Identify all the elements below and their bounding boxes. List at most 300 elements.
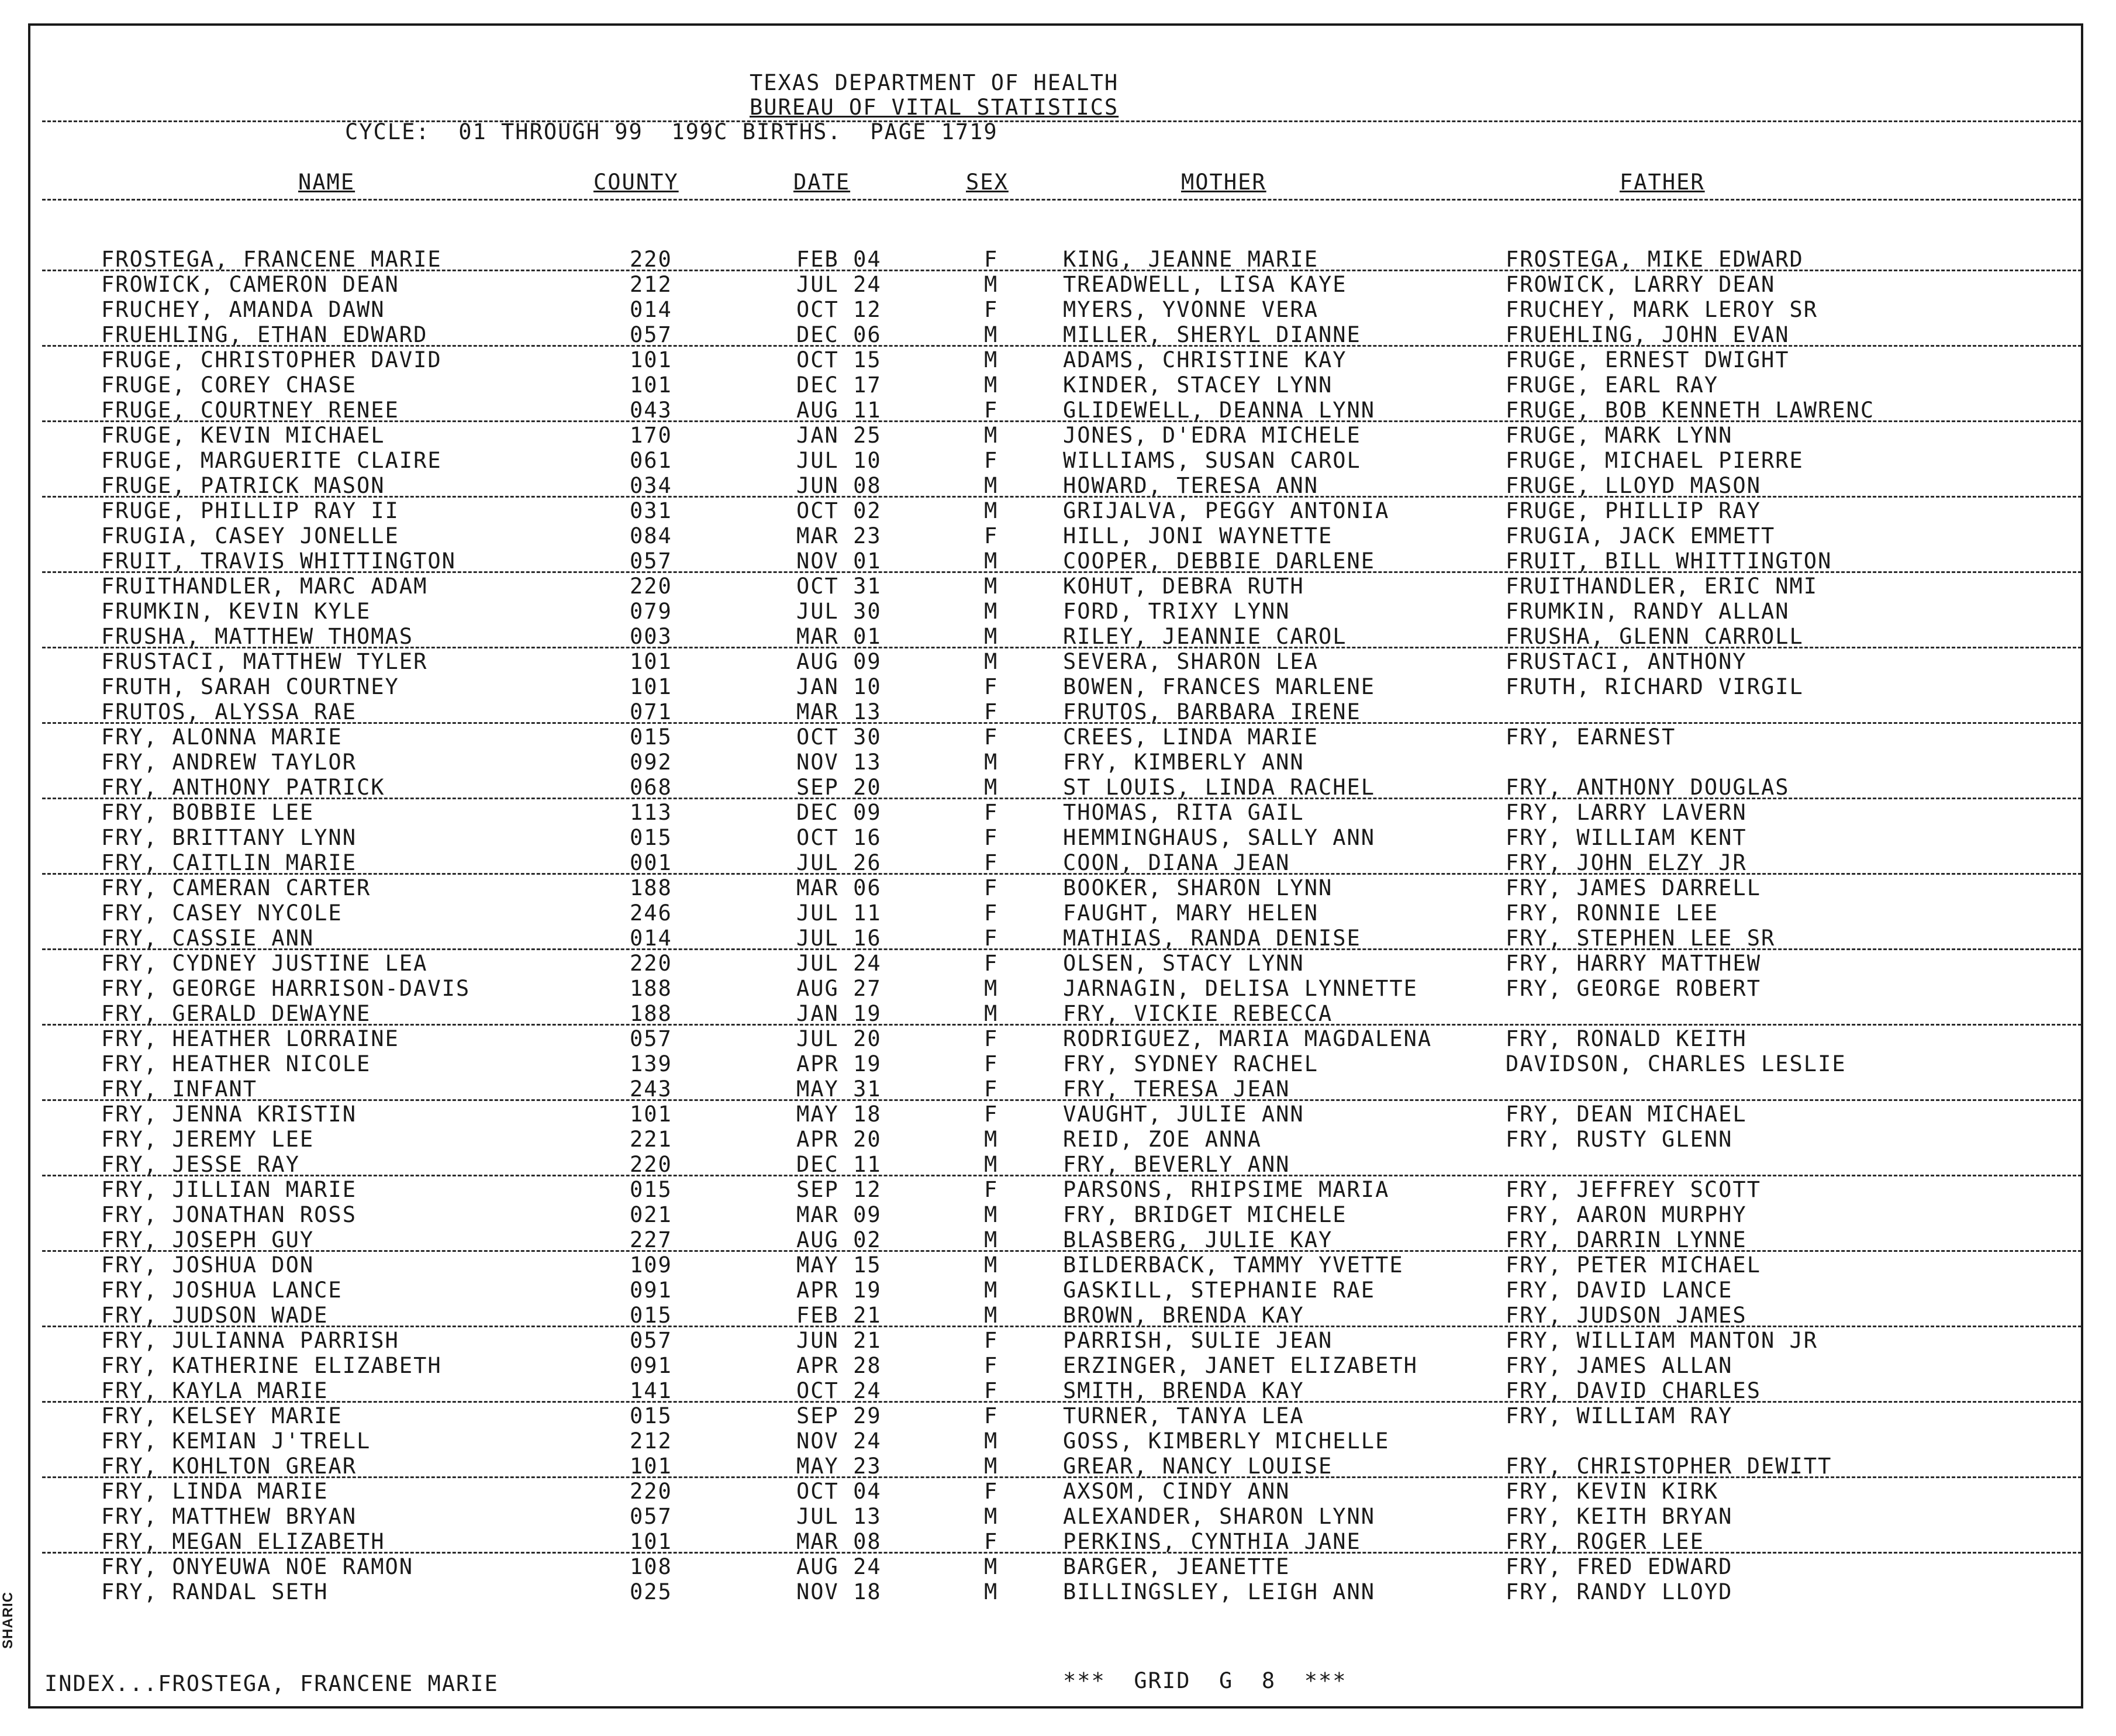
record-father: FRY, RONNIE LEE [1506,900,1719,926]
record-name: FRUGE, CHRISTOPHER DAVID [101,347,442,372]
row-separator [42,873,2082,875]
record-date: OCT 12 [796,297,882,322]
record-mother: FRY, VICKIE REBECCA [1063,1001,1333,1026]
record-date: JUL 20 [796,1026,882,1051]
record-county: 188 [630,976,672,1001]
record-sex: M [984,574,999,599]
record-name: FRY, ANDREW TAYLOR [101,750,357,775]
record-date: JAN 10 [796,674,882,699]
record-sex: M [984,372,999,398]
record-mother: FRY, KIMBERLY ANN [1063,750,1304,775]
record-mother: BROWN, BRENDA KAY [1063,1303,1304,1328]
record-date: JUL 10 [796,448,882,473]
record-father: FRY, FRED EDWARD [1506,1554,1733,1579]
record-date: FEB 21 [796,1303,882,1328]
record-date: OCT 30 [796,724,882,750]
record-sex: M [984,1127,999,1152]
record-sex: M [984,423,999,448]
column-header-county: COUNTY [593,170,679,195]
row-separator [42,1326,2082,1327]
record-mother: SMITH, BRENDA KAY [1063,1378,1304,1403]
record-father: FRUITHANDLER, ERIC NMI [1506,574,1818,599]
row-separator [42,1552,2082,1554]
record-date: OCT 02 [796,498,882,523]
record-mother: HEMMINGHAUS, SALLY ANN [1063,825,1376,850]
record-mother: GRIJALVA, PEGGY ANTONIA [1063,498,1390,523]
column-header-mother: MOTHER [1181,170,1266,195]
record-county: 015 [630,1177,672,1202]
record-father: FRY, JAMES ALLAN [1506,1353,1733,1378]
record-mother: KOHUT, DEBRA RUTH [1063,574,1304,599]
record-mother: GREAR, NANCY LOUISE [1063,1454,1333,1479]
record-sex: M [984,1454,999,1479]
record-father: FRUGE, ERNEST DWIGHT [1506,347,1790,372]
record-sex: F [984,900,999,926]
record-sex: F [984,850,999,875]
record-county: 101 [630,1102,672,1127]
record-name: FRUGE, COREY CHASE [101,372,357,398]
record-name: FRUGE, PHILLIP RAY II [101,498,399,523]
record-father: FRY, HARRY MATTHEW [1506,951,1761,976]
record-father: FRY, JAMES DARRELL [1506,875,1761,900]
record-county: 015 [630,724,672,750]
record-father: FRUGE, BOB KENNETH LAWRENC [1506,398,1875,423]
record-date: APR 20 [796,1127,882,1152]
record-date: JUL 11 [796,900,882,926]
record-date: JUL 30 [796,599,882,624]
record-mother: BOWEN, FRANCES MARLENE [1063,674,1376,699]
record-date: NOV 18 [796,1579,882,1604]
row-separator [42,1175,2082,1176]
record-sex: M [984,976,999,1001]
record-date: OCT 24 [796,1378,882,1403]
record-county: 246 [630,900,672,926]
record-date: JUL 16 [796,926,882,951]
record-county: 079 [630,599,672,624]
record-sex: M [984,347,999,372]
record-county: 220 [630,1152,672,1177]
record-county: 031 [630,498,672,523]
record-father: FRUGIA, JACK EMMETT [1506,523,1776,548]
record-date: MAR 06 [796,875,882,900]
record-mother: FRY, BRIDGET MICHELE [1063,1202,1347,1227]
record-mother: GLIDEWELL, DEANNA LYNN [1063,398,1376,423]
record-date: DEC 09 [796,800,882,825]
row-separator [42,1099,2082,1101]
record-name: FRY, JENNA KRISTIN [101,1102,357,1127]
record-name: FRY, JOSEPH GUY [101,1227,315,1252]
record-sex: M [984,1252,999,1278]
record-county: 021 [630,1202,672,1227]
record-date: AUG 02 [796,1227,882,1252]
record-name: FRY, BRITTANY LYNN [101,825,357,850]
record-date: OCT 31 [796,574,882,599]
record-sex: F [984,448,999,473]
record-mother: BLASBERG, JULIE KAY [1063,1227,1333,1252]
record-mother: PERKINS, CYNTHIA JANE [1063,1529,1361,1554]
record-county: 220 [630,247,672,272]
record-mother: FRUTOS, BARBARA IRENE [1063,699,1361,724]
record-date: JUL 24 [796,951,882,976]
record-date: JUN 08 [796,473,882,498]
record-county: 139 [630,1051,672,1076]
record-sex: M [984,473,999,498]
grid-footer: *** GRID G 8 *** [1063,1668,1347,1693]
record-mother: ERZINGER, JANET ELIZABETH [1063,1353,1418,1378]
record-father: FRUGE, LLOYD MASON [1506,473,1761,498]
record-county: 221 [630,1127,672,1152]
record-county: 003 [630,624,672,649]
record-father: FRY, AARON MURPHY [1506,1202,1747,1227]
record-sex: M [984,1152,999,1177]
record-name: FRY, JOSHUA DON [101,1252,315,1278]
record-county: 057 [630,1328,672,1353]
record-name: FRY, JESSE RAY [101,1152,300,1177]
record-father: FRY, RONALD KEITH [1506,1026,1747,1051]
record-father: FRUGE, MICHAEL PIERRE [1506,448,1804,473]
record-county: 057 [630,548,672,574]
record-name: FRY, MEGAN ELIZABETH [101,1529,385,1554]
row-separator [42,571,2082,573]
row-separator [42,1024,2082,1026]
record-county: 091 [630,1353,672,1378]
record-mother: GOSS, KIMBERLY MICHELLE [1063,1428,1390,1454]
record-father: FRY, ANTHONY DOUGLAS [1506,775,1790,800]
record-county: 068 [630,775,672,800]
record-name: FRY, ALONNA MARIE [101,724,343,750]
record-mother: BARGER, JEANETTE [1063,1554,1290,1579]
record-father: FRY, STEPHEN LEE SR [1506,926,1776,951]
record-father: FRY, CHRISTOPHER DEWITT [1506,1454,1832,1479]
column-header-sex: SEX [966,170,1009,195]
record-father: FROWICK, LARRY DEAN [1506,272,1776,297]
record-sex: F [984,398,999,423]
record-sex: F [984,699,999,724]
record-mother: RODRIGUEZ, MARIA MAGDALENA [1063,1026,1432,1051]
row-separator [42,1401,2082,1403]
record-county: 101 [630,372,672,398]
record-county: 141 [630,1378,672,1403]
record-name: FRY, CYDNEY JUSTINE LEA [101,951,428,976]
record-sex: F [984,951,999,976]
record-mother: RILEY, JEANNIE CAROL [1063,624,1347,649]
row-separator [42,1250,2082,1252]
record-mother: FORD, TRIXY LYNN [1063,599,1290,624]
record-county: 212 [630,1428,672,1454]
record-mother: TURNER, TANYA LEA [1063,1403,1304,1428]
record-sex: F [984,523,999,548]
record-county: 188 [630,1001,672,1026]
record-name: FRY, GERALD DEWAYNE [101,1001,371,1026]
record-date: AUG 24 [796,1554,882,1579]
record-sex: F [984,674,999,699]
record-county: 071 [630,699,672,724]
record-mother: CREES, LINDA MARIE [1063,724,1318,750]
record-mother: FAUGHT, MARY HELEN [1063,900,1318,926]
record-county: 092 [630,750,672,775]
record-date: SEP 12 [796,1177,882,1202]
record-father: FRUGE, EARL RAY [1506,372,1719,398]
record-county: 220 [630,1479,672,1504]
record-father: FRUSHA, GLENN CARROLL [1506,624,1804,649]
record-mother: OLSEN, STACY LYNN [1063,951,1304,976]
record-mother: ST LOUIS, LINDA RACHEL [1063,775,1376,800]
record-sex: M [984,498,999,523]
record-father: FRY, WILLIAM KENT [1506,825,1747,850]
record-date: NOV 01 [796,548,882,574]
record-sex: F [984,1529,999,1554]
record-sex: F [984,247,999,272]
record-name: FRUGIA, CASEY JONELLE [101,523,399,548]
record-name: FRY, KAYLA MARIE [101,1378,329,1403]
record-county: 170 [630,423,672,448]
record-mother: MILLER, SHERYL DIANNE [1063,322,1361,347]
record-sex: F [984,1479,999,1504]
record-mother: THOMAS, RITA GAIL [1063,800,1304,825]
record-county: 101 [630,347,672,372]
record-date: SEP 20 [796,775,882,800]
record-county: 113 [630,800,672,825]
record-mother: HILL, JONI WAYNETTE [1063,523,1333,548]
record-name: FRY, JEREMY LEE [101,1127,315,1152]
record-sex: F [984,724,999,750]
record-mother: SEVERA, SHARON LEA [1063,649,1318,674]
row-separator [42,270,2082,271]
record-mother: WILLIAMS, SUSAN CAROL [1063,448,1361,473]
index-footer: INDEX...FROSTEGA, FRANCENE MARIE [44,1671,499,1696]
record-name: FRUGE, KEVIN MICHAEL [101,423,385,448]
record-mother: FRY, SYDNEY RACHEL [1063,1051,1318,1076]
record-date: OCT 15 [796,347,882,372]
record-sex: M [984,649,999,674]
record-mother: JONES, D'EDRA MICHELE [1063,423,1361,448]
record-date: APR 19 [796,1278,882,1303]
record-date: OCT 16 [796,825,882,850]
record-date: JUN 21 [796,1328,882,1353]
record-sex: M [984,1202,999,1227]
record-sex: M [984,1303,999,1328]
row-separator [42,948,2082,950]
record-date: JUL 13 [796,1504,882,1529]
record-mother: MATHIAS, RANDA DENISE [1063,926,1361,951]
record-father: FRY, LARRY LAVERN [1506,800,1747,825]
record-father: FRY, WILLIAM MANTON JR [1506,1328,1818,1353]
record-sex: F [984,1051,999,1076]
record-father: FRY, RANDY LLOYD [1506,1579,1733,1604]
record-county: 227 [630,1227,672,1252]
record-name: FRY, CAMERAN CARTER [101,875,371,900]
record-name: FRY, CASEY NYCOLE [101,900,343,926]
record-name: FRUTOS, ALYSSA RAE [101,699,357,724]
record-mother: REID, ZOE ANNA [1063,1127,1262,1152]
record-county: 061 [630,448,672,473]
record-sex: F [984,1076,999,1102]
record-father: FRY, EARNEST [1506,724,1676,750]
record-county: 101 [630,649,672,674]
record-date: MAR 13 [796,699,882,724]
record-father: FRUCHEY, MARK LEROY SR [1506,297,1818,322]
record-date: JUL 24 [796,272,882,297]
column-header-rule [42,199,2082,201]
record-father: FRUGE, MARK LYNN [1506,423,1733,448]
record-name: FRUGE, MARGUERITE CLAIRE [101,448,442,473]
record-father: DAVIDSON, CHARLES LESLIE [1506,1051,1846,1076]
record-name: FRUCHEY, AMANDA DAWN [101,297,385,322]
record-sex: M [984,548,999,574]
row-separator [42,798,2082,799]
record-date: DEC 11 [796,1152,882,1177]
record-date: MAR 23 [796,523,882,548]
record-father: FRY, JEFFREY SCOTT [1506,1177,1761,1202]
record-county: 057 [630,322,672,347]
record-date: DEC 17 [796,372,882,398]
department-title: TEXAS DEPARTMENT OF HEALTH [750,70,1119,95]
column-header-father: FATHER [1620,170,1705,195]
record-county: 015 [630,825,672,850]
bureau-title: BUREAU OF VITAL STATISTICS [750,95,1119,120]
record-sex: F [984,875,999,900]
record-mother: GASKILL, STEPHANIE RAE [1063,1278,1376,1303]
record-county: 243 [630,1076,672,1102]
record-mother: AXSOM, CINDY ANN [1063,1479,1290,1504]
record-date: JAN 25 [796,423,882,448]
record-date: MAR 01 [796,624,882,649]
record-sex: M [984,1001,999,1026]
record-mother: KINDER, STACEY LYNN [1063,372,1333,398]
record-date: APR 28 [796,1353,882,1378]
record-father: FRY, DARRIN LYNNE [1506,1227,1747,1252]
record-mother: HOWARD, TERESA ANN [1063,473,1318,498]
record-date: FEB 04 [796,247,882,272]
record-name: FRY, JONATHAN ROSS [101,1202,357,1227]
record-sex: F [984,297,999,322]
record-father: FRY, PETER MICHAEL [1506,1252,1761,1278]
record-county: 084 [630,523,672,548]
record-county: 014 [630,926,672,951]
record-county: 220 [630,574,672,599]
record-county: 034 [630,473,672,498]
record-name: FRUTH, SARAH COURTNEY [101,674,399,699]
record-mother: ALEXANDER, SHARON LYNN [1063,1504,1376,1529]
record-name: FRY, JILLIAN MARIE [101,1177,357,1202]
record-name: FRY, KOHLTON GREAR [101,1454,357,1479]
record-father: FRUTH, RICHARD VIRGIL [1506,674,1804,699]
record-date: SEP 29 [796,1403,882,1428]
record-county: 101 [630,1454,672,1479]
record-mother: FRY, BEVERLY ANN [1063,1152,1290,1177]
record-mother: JARNAGIN, DELISA LYNNETTE [1063,976,1418,1001]
record-date: MAY 31 [796,1076,882,1102]
record-father: FRUIT, BILL WHITTINGTON [1506,548,1832,574]
record-father: FROSTEGA, MIKE EDWARD [1506,247,1804,272]
record-name: FRY, ONYEUWA NOE RAMON [101,1554,414,1579]
record-county: 014 [630,297,672,322]
record-date: AUG 11 [796,398,882,423]
record-sex: M [984,272,999,297]
record-sex: M [984,1278,999,1303]
record-father: FRY, RUSTY GLENN [1506,1127,1733,1152]
record-name: FRY, MATTHEW BRYAN [101,1504,357,1529]
record-name: FRUIT, TRAVIS WHITTINGTON [101,548,456,574]
record-mother: BOOKER, SHARON LYNN [1063,875,1333,900]
record-father: FRUEHLING, JOHN EVAN [1506,322,1790,347]
record-county: 043 [630,398,672,423]
record-father: FRUGE, PHILLIP RAY [1506,498,1761,523]
record-date: MAY 15 [796,1252,882,1278]
record-county: 109 [630,1252,672,1278]
record-father: FRY, DEAN MICHAEL [1506,1102,1747,1127]
record-mother: PARRISH, SULIE JEAN [1063,1328,1333,1353]
record-date: AUG 09 [796,649,882,674]
record-name: FRY, JUDSON WADE [101,1303,329,1328]
record-sex: M [984,750,999,775]
record-name: FRUGE, COURTNEY RENEE [101,398,399,423]
record-father: FRUMKIN, RANDY ALLAN [1506,599,1790,624]
row-separator [42,420,2082,422]
record-sex: M [984,599,999,624]
record-sex: F [984,1328,999,1353]
record-father: FRY, JUDSON JAMES [1506,1303,1747,1328]
record-father: FRUSTACI, ANTHONY [1506,649,1747,674]
record-county: 091 [630,1278,672,1303]
record-name: FRY, KEMIAN J'TRELL [101,1428,371,1454]
record-county: 057 [630,1026,672,1051]
record-name: FRY, GEORGE HARRISON-DAVIS [101,976,471,1001]
record-name: FRY, INFANT [101,1076,258,1102]
record-mother: TREADWELL, LISA KAYE [1063,272,1347,297]
record-date: MAY 18 [796,1102,882,1127]
record-sex: F [984,1378,999,1403]
record-name: FRUSHA, MATTHEW THOMAS [101,624,414,649]
row-separator [42,647,2082,648]
record-sex: F [984,1102,999,1127]
record-sex: M [984,322,999,347]
record-mother: MYERS, YVONNE VERA [1063,297,1318,322]
header-rule [42,120,2082,122]
record-county: 220 [630,951,672,976]
record-date: MAR 08 [796,1529,882,1554]
record-sex: M [984,1428,999,1454]
row-separator [42,496,2082,498]
record-mother: KING, JEANNE MARIE [1063,247,1318,272]
record-name: FRY, KATHERINE ELIZABETH [101,1353,442,1378]
record-name: FRY, JOSHUA LANCE [101,1278,343,1303]
record-date: AUG 27 [796,976,882,1001]
record-name: FRY, HEATHER LORRAINE [101,1026,399,1051]
record-father: FRY, JOHN ELZY JR [1506,850,1747,875]
row-separator [42,722,2082,724]
cycle-line: CYCLE: 01 THROUGH 99 199C BIRTHS. PAGE 1719 [345,119,998,144]
record-county: 108 [630,1554,672,1579]
record-sex: M [984,1554,999,1579]
record-name: FRY, CAITLIN MARIE [101,850,357,875]
record-father: FRY, GEORGE ROBERT [1506,976,1761,1001]
record-name: FRUSTACI, MATTHEW TYLER [101,649,428,674]
record-name: FROSTEGA, FRANCENE MARIE [101,247,442,272]
record-father: FRY, KEVIN KIRK [1506,1479,1719,1504]
record-name: FRY, BOBBIE LEE [101,800,315,825]
record-name: FROWICK, CAMERON DEAN [101,272,399,297]
record-name: FRY, JULIANNA PARRISH [101,1328,399,1353]
record-date: MAY 23 [796,1454,882,1479]
record-sex: F [984,1403,999,1428]
record-mother: FRY, TERESA JEAN [1063,1076,1290,1102]
record-date: NOV 24 [796,1428,882,1454]
record-date: JAN 19 [796,1001,882,1026]
record-mother: BILDERBACK, TAMMY YVETTE [1063,1252,1404,1278]
record-county: 101 [630,674,672,699]
record-mother: BILLINGSLEY, LEIGH ANN [1063,1579,1376,1604]
